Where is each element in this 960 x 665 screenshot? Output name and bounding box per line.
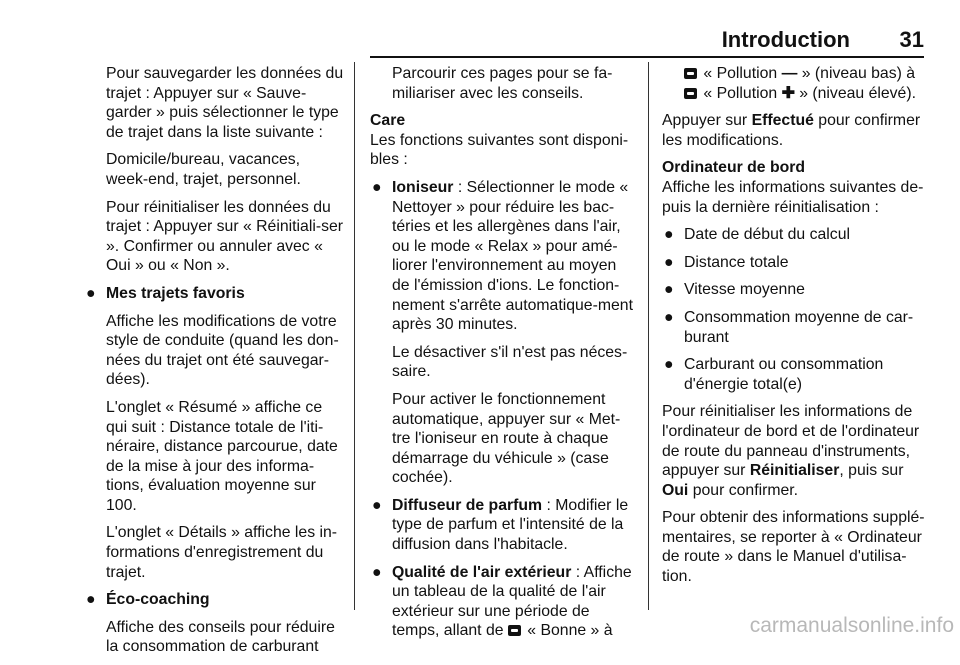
bullet-item: [370, 178, 638, 335]
bullet-icon: ●: [664, 281, 674, 299]
column-2: [370, 64, 638, 649]
text: » (niveau bas) à: [797, 65, 916, 82]
bullet-item: [370, 563, 638, 641]
bullet-text: Carburant ou consommation d'énergie total(e): [684, 356, 884, 393]
header-rule: [370, 56, 924, 58]
text: pour confirmer.: [688, 481, 799, 499]
bullet-icon: ●: [372, 178, 382, 196]
paragraph: L'onglet « Résumé » affiche ce qui suit : Distance totale de l'iti-néraire, distance parcourue, date de la mise à jour des informa-tions, évaluation moyenne sur 100.: [106, 398, 338, 514]
bullet-item: [662, 355, 928, 394]
bullet-icon: ●: [664, 226, 674, 244]
bullet-item: [84, 590, 346, 610]
paragraph: Pour activer le fonctionnement automatique, appuyer sur « Met-tre l'ioniseur en route à chaque démarrage du véhicule » (case cochée).: [392, 390, 621, 487]
bullet-title: Mes trajets favoris: [106, 284, 245, 302]
plus-icon: ✚: [781, 84, 795, 102]
bullet-item: [370, 496, 638, 555]
bullet-icon: ●: [664, 308, 674, 326]
text: « Pollution: [699, 65, 782, 82]
section-intro: Affiche les informations suivantes de-puis la dernière réinitialisation :: [662, 178, 924, 216]
bold-term: Oui: [662, 481, 689, 499]
air-pollution-high-icon: [684, 88, 697, 99]
paragraph: Parcourir ces pages pour se fa-miliariser avec les conseils.: [392, 65, 613, 102]
bullet-icon: ●: [664, 356, 674, 374]
paragraph: [662, 64, 928, 103]
bold-term: Réinitialiser: [749, 462, 840, 480]
paragraph: Pour réinitialiser les données du trajet : Appuyer sur « Réinitiali-ser ». Confirmer ou annuler avec « Oui » ou « Non ».: [106, 198, 344, 275]
bullet-text: : Sélectionner le mode « Nettoyer » pour réduire les bac-téries et les allergènes dans l'air, ou le mode « Relax » pour amé-liorer l'environnement au moyen de l'émission d'ions. Le fonction-nement s'arrête automatique-ment après 30 minutes.: [392, 178, 633, 334]
minus-icon: —: [781, 65, 798, 82]
paragraph: [662, 402, 928, 500]
paragraph: Pour sauvegarder les données du trajet : Appuyer sur « Sauve-garder » puis sélectionner le type de trajet dans la liste suivante :: [106, 65, 344, 141]
paragraph: Affiche les modifications de votre style de conduite (quand les don-nées du trajet ont été sauvegar-dées).: [106, 312, 339, 389]
page-header: [0, 0, 960, 60]
bullet-title: Qualité de l'air extérieur: [392, 563, 572, 581]
paragraph: [662, 111, 928, 150]
column-3: [662, 64, 928, 595]
bullet-title: Diffuseur de parfum: [392, 496, 543, 514]
bullet-item: [662, 225, 928, 245]
paragraph: Le désactiver s'il n'est pas néces-saire.: [392, 343, 628, 381]
text: pour confirmer les modifications.: [662, 112, 921, 149]
text: Pour réinitialiser les informations de l'ordinateur de bord et de l'ordinateur de route du panneau d'instruments, appuyer sur: [662, 403, 920, 480]
care-section: [370, 111, 638, 170]
bullet-text: Consommation moyenne de car-burant: [684, 308, 914, 346]
section-heading: Care: [370, 112, 406, 130]
text: « Pollution: [699, 84, 782, 102]
bold-term: Effectué: [751, 112, 814, 130]
bullet-title: Ioniseur: [392, 178, 454, 196]
bullet-item: [662, 308, 928, 347]
bullet-item: [84, 284, 346, 304]
bullet-text: Vitesse moyenne: [684, 281, 805, 299]
section-heading: Ordinateur de bord: [662, 159, 806, 177]
trip-computer-section: [662, 158, 928, 217]
paragraph: Pour obtenir des informations supplé-mentaires, se reporter à « Ordinateur de route » dans le Manuel d'utilisa-tion.: [662, 509, 925, 586]
bullet-text: : Modifier le type de parfum et l'intensité de la diffusion dans l'habitacle.: [392, 496, 629, 554]
bullet-icon: ●: [372, 563, 382, 581]
bullet-title: Éco-coaching: [106, 591, 210, 609]
paragraph: L'onglet « Détails » affiche les in-formations d'enregistrement du trajet.: [106, 524, 338, 581]
watermark: carmanualsonline.info: [749, 614, 954, 637]
air-pollution-low-icon: [684, 68, 697, 79]
bullet-icon: ●: [86, 284, 96, 302]
bullet-item: [662, 253, 928, 273]
bullet-text: Date de début du calcul: [684, 226, 850, 244]
paragraph: Domicile/bureau, vacances, week-end, trajet, personnel.: [106, 151, 301, 188]
section-title: Introduction: [721, 27, 850, 52]
bullet-text: « Bonne » à: [522, 622, 613, 640]
text: Appuyer sur: [662, 112, 752, 130]
section-intro: Les fonctions suivantes sont disponi-bles :: [370, 131, 629, 169]
column-divider-1: [354, 62, 355, 610]
air-quality-good-icon: [508, 625, 521, 636]
column-divider-2: [648, 62, 649, 610]
bullet-icon: ●: [664, 253, 674, 271]
column-1: [84, 64, 346, 665]
bullet-icon: ●: [86, 591, 96, 609]
text: , puis sur: [839, 462, 904, 480]
bullet-text: : Affiche un tableau de la qualité de l'air extérieur sur une période de temps, allant de: [392, 563, 632, 640]
text: » (niveau élevé).: [794, 84, 916, 102]
page-number: 31: [899, 27, 924, 52]
bullet-icon: ●: [372, 496, 382, 514]
paragraph: Affiche des conseils pour réduire la consommation de carburant: [106, 618, 335, 656]
bullet-item: [662, 280, 928, 300]
bullet-text: Distance totale: [684, 253, 789, 271]
